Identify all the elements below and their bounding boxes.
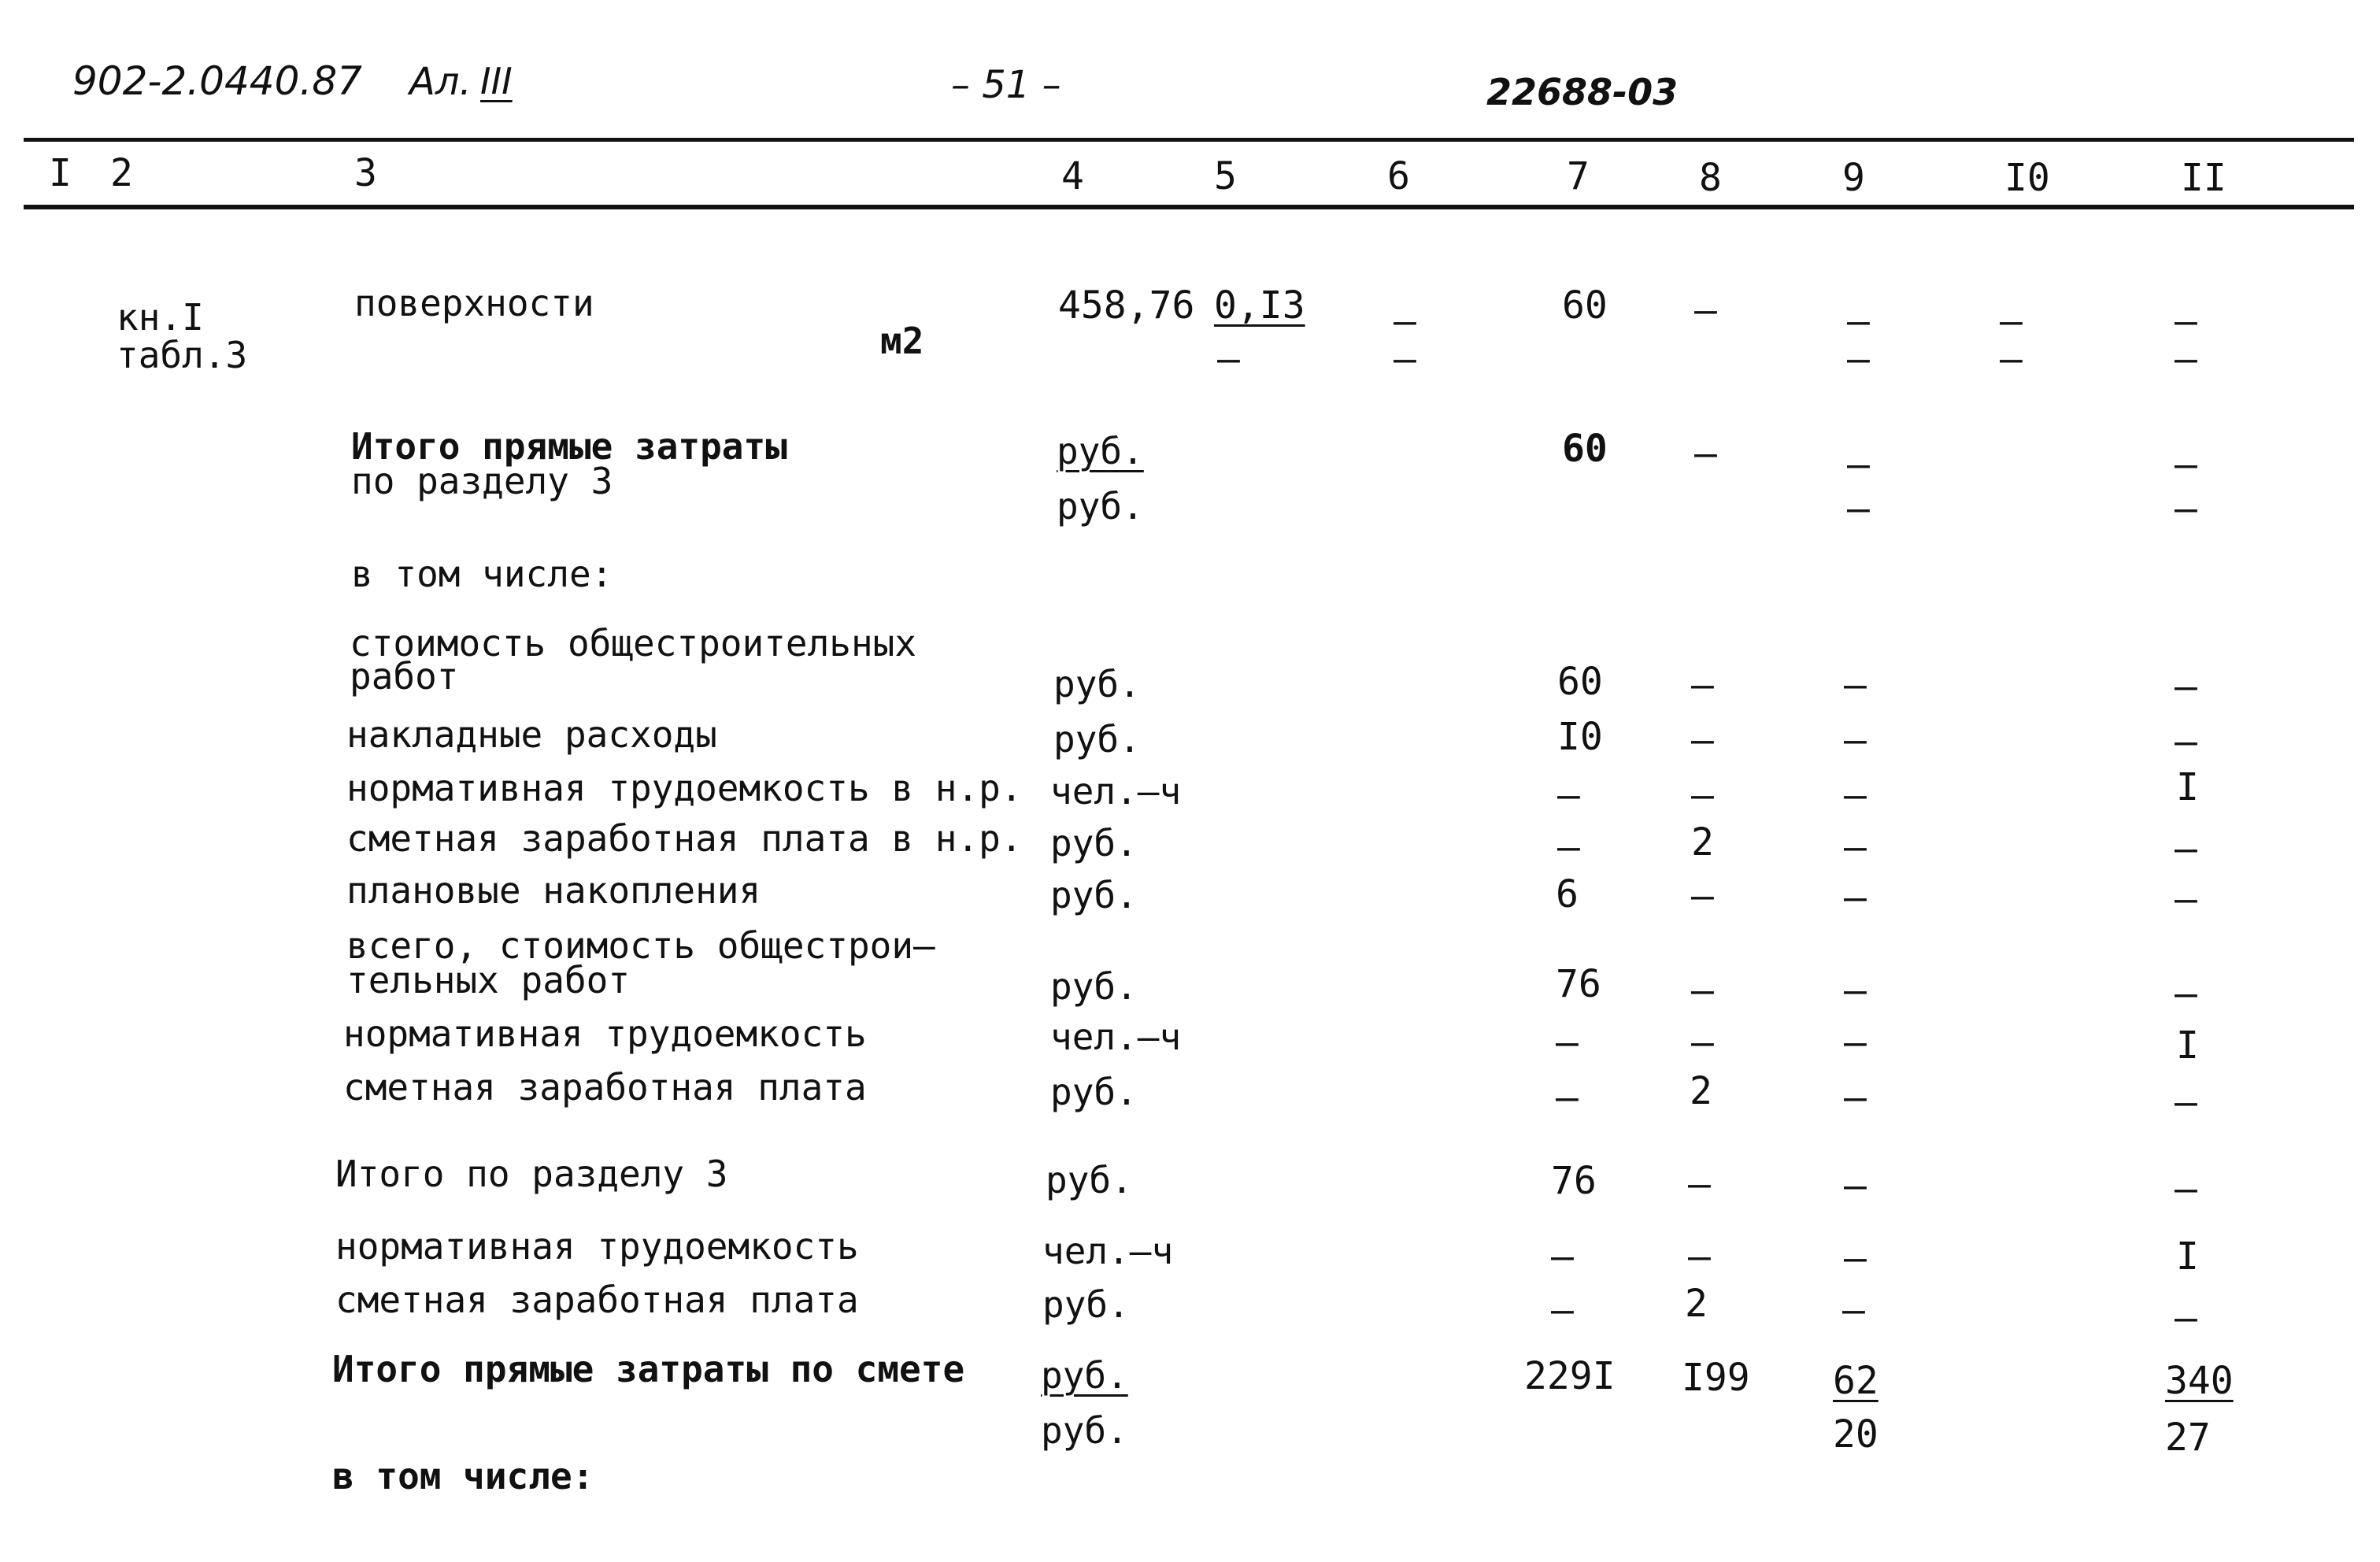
item-name: поверхности [354, 282, 594, 324]
general-construction-cost-col8: – [1691, 663, 1714, 707]
planned-savings-col8: – [1691, 874, 1714, 918]
general-construction-cost-col7: 60 [1557, 660, 1603, 704]
item-col9: – [1847, 299, 1870, 343]
total-general-construction-col11: – [2175, 972, 2197, 1016]
estimated-wages-label: сметная заработная плата [343, 1066, 867, 1109]
section-direct-costs-col9-lower: – [1847, 487, 1870, 531]
planned-savings-col11: – [2175, 877, 2197, 921]
including-label: в том числе: [351, 553, 613, 595]
wages-in-overhead-col9: – [1844, 825, 1867, 869]
estimate-direct-costs-col8: I99 [1682, 1356, 1750, 1400]
section-wages-unit: руб. [1042, 1283, 1130, 1326]
section-labor-col7: – [1551, 1234, 1574, 1279]
labor-in-overhead-col8: – [1691, 773, 1714, 817]
planned-savings-label: плановые накопления [346, 869, 761, 912]
section-direct-costs-col11: – [2175, 442, 2197, 487]
table-top-rule [24, 138, 2354, 142]
album-label: Ал. [409, 60, 472, 104]
item-col8: – [1694, 288, 1717, 332]
table-header-rule [24, 205, 2354, 209]
standard-labor-unit: чел.–ч [1050, 1016, 1182, 1058]
col-header-1: I [49, 151, 72, 195]
section-direct-costs-label: Итого прямые затраты [351, 425, 787, 468]
estimate-direct-costs-col9-lower: 20 [1833, 1412, 1878, 1457]
page-number: – 51 – [951, 63, 1061, 107]
section-labor-label: нормативная трудоемкость [335, 1225, 859, 1268]
general-construction-cost-col11: – [2175, 664, 2197, 709]
total-general-construction-col8: – [1691, 968, 1714, 1012]
total-general-construction-col9: – [1844, 968, 1867, 1012]
item-col7: 60 [1562, 283, 1608, 328]
estimated-wages-col9: – [1844, 1075, 1867, 1120]
labor-in-overhead-label: нормативная трудоемкость в н.р. [346, 767, 1023, 809]
section-labor-col11: I [2176, 1234, 2199, 1279]
overhead-col11: – [2175, 720, 2197, 764]
estimated-wages-col7: – [1556, 1075, 1579, 1120]
planned-savings-col7: 6 [1556, 872, 1579, 916]
item-col5: 0,I3 [1214, 283, 1305, 328]
overhead-label: накладные расходы [346, 713, 717, 756]
col-header-2: 2 [110, 151, 133, 195]
estimate-direct-costs-col11-lower: 27 [2165, 1416, 2211, 1460]
col-header-5: 5 [1214, 154, 1237, 198]
standard-labor-col7: – [1556, 1020, 1579, 1064]
estimate-direct-costs-col11: 340 [2165, 1359, 2234, 1403]
labor-in-overhead-col7: – [1557, 773, 1580, 817]
section-direct-costs-label-2: по разделу 3 [351, 460, 613, 502]
standard-labor-col8: – [1691, 1020, 1714, 1064]
section-total-col11: – [2175, 1167, 2197, 1211]
item-col10-lower: – [2000, 337, 2023, 381]
item-col11: – [2175, 299, 2197, 343]
estimated-wages-col11: – [2175, 1080, 2197, 1124]
labor-in-overhead-unit: чел.–ч [1050, 770, 1182, 812]
col-header-11: II [2181, 156, 2226, 200]
general-construction-cost-label-2: работ [350, 655, 459, 698]
standard-labor-col9: – [1844, 1020, 1867, 1064]
estimated-wages-unit: руб. [1050, 1071, 1138, 1113]
section-wages-col11: – [2175, 1296, 2197, 1340]
item-unit: м2 [880, 320, 924, 362]
section-direct-costs-unit: руб. [1057, 430, 1144, 472]
document-code: 902-2.0440.87 [72, 58, 362, 104]
item-col6: – [1394, 299, 1416, 343]
item-quantity: 458,76 [1058, 283, 1195, 328]
total-general-construction-col7: 76 [1556, 962, 1601, 1006]
col-header-10: I0 [2004, 156, 2050, 200]
section-wages-col7: – [1551, 1288, 1574, 1332]
wages-in-overhead-col11: – [2175, 827, 2197, 871]
col-header-7: 7 [1567, 154, 1590, 198]
estimate-direct-costs-col7: 229I [1524, 1354, 1616, 1398]
standard-labor-col11: I [2176, 1023, 2199, 1068]
section-labor-col9: – [1844, 1236, 1867, 1280]
section-wages-col8: 2 [1685, 1282, 1708, 1326]
reference-table: табл.3 [117, 334, 248, 376]
section-labor-col8: – [1688, 1234, 1711, 1279]
total-general-construction-unit: руб. [1050, 965, 1138, 1008]
section-direct-costs-col8: – [1694, 431, 1717, 476]
section-total-col8: – [1688, 1162, 1711, 1206]
general-construction-cost-unit: руб. [1053, 663, 1141, 705]
section-wages-col9: – [1842, 1288, 1865, 1332]
reference-book: кн.I [117, 296, 204, 339]
overhead-col8: – [1691, 718, 1714, 762]
wages-in-overhead-col8: 2 [1691, 820, 1714, 864]
section-labor-unit: чел.–ч [1042, 1230, 1174, 1272]
sheet-reference: 22688-03 [1486, 71, 1679, 113]
section-total-label: Итого по разделу 3 [335, 1153, 728, 1195]
col-header-9: 9 [1842, 156, 1865, 200]
including-label-2: в том числе: [332, 1455, 594, 1497]
col-header-6: 6 [1387, 154, 1410, 198]
wages-in-overhead-col7: – [1557, 825, 1580, 869]
estimated-wages-col8: 2 [1690, 1069, 1712, 1113]
item-col5-lower: – [1217, 337, 1240, 381]
overhead-col9: – [1844, 718, 1867, 762]
section-total-col7: 76 [1551, 1159, 1597, 1203]
estimate-direct-costs-col9: 62 [1833, 1359, 1878, 1403]
section-total-col9: – [1844, 1164, 1867, 1208]
general-construction-cost-label: стоимость общестроительных [350, 622, 917, 664]
col-header-3: 3 [354, 151, 377, 195]
estimate-direct-costs-label: Итого прямые затраты по смете [332, 1348, 965, 1390]
item-col10: – [2000, 299, 2023, 343]
item-col9-lower: – [1847, 337, 1870, 381]
total-general-construction-label-2: тельных работ [346, 959, 631, 1001]
album-number: III [480, 60, 513, 102]
wages-in-overhead-label: сметная заработная плата в н.р. [346, 817, 1023, 860]
wages-in-overhead-unit: руб. [1050, 822, 1138, 864]
total-general-construction-label: всего, стоимость общестрои– [346, 924, 935, 967]
general-construction-cost-col9: – [1844, 663, 1867, 707]
estimate-direct-costs-unit: руб. [1041, 1354, 1128, 1397]
estimate-direct-costs-unit-2: руб. [1041, 1409, 1128, 1452]
section-direct-costs-unit-2: руб. [1057, 485, 1144, 527]
planned-savings-col9: – [1844, 875, 1867, 920]
standard-labor-label: нормативная трудоемкость [343, 1012, 867, 1055]
planned-savings-unit: руб. [1050, 874, 1138, 916]
overhead-unit: руб. [1053, 718, 1141, 761]
col-header-4: 4 [1061, 154, 1084, 198]
section-wages-label: сметная заработная плата [335, 1279, 859, 1321]
item-col11-lower: – [2175, 337, 2197, 381]
labor-in-overhead-col9: – [1844, 773, 1867, 817]
col-header-8: 8 [1699, 156, 1722, 200]
overhead-col7: I0 [1557, 715, 1603, 759]
section-direct-costs-col7: 60 [1562, 427, 1608, 471]
section-direct-costs-col11-lower: – [2175, 487, 2197, 531]
labor-in-overhead-col11: I [2176, 765, 2199, 809]
section-direct-costs-col9: – [1847, 442, 1870, 487]
section-total-unit: руб. [1046, 1159, 1133, 1201]
item-col6-lower: – [1394, 337, 1416, 381]
